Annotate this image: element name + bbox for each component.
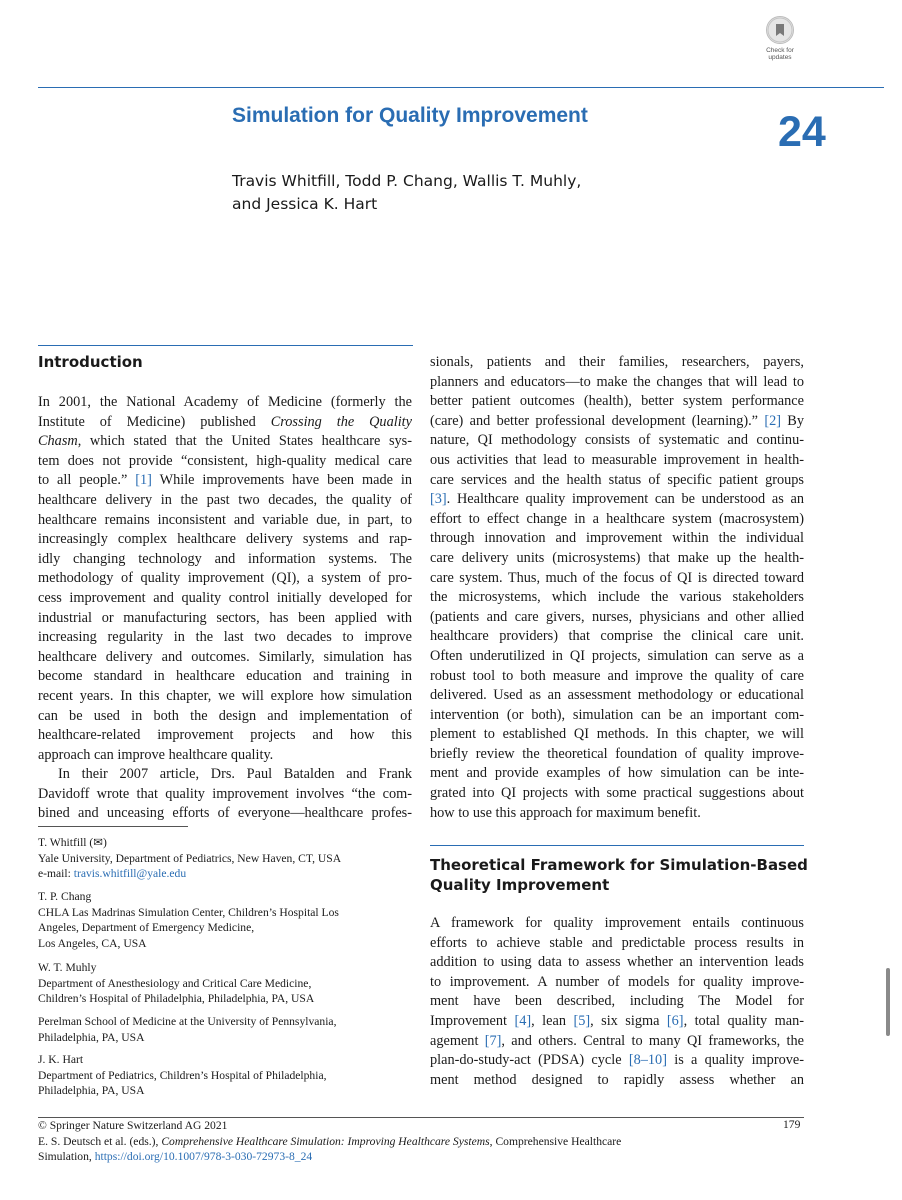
text-line: In 2001, the National Academy of Medicine (formerly the (38, 394, 412, 410)
text-line: the microsystems, which include the various stakeholders (430, 589, 804, 606)
footnote-muhly (38, 960, 388, 1007)
authors-line-2: and Jessica K. Hart (232, 195, 378, 213)
text-line: increasing regularity in the last two decades to improve (38, 629, 412, 646)
text-line: recent years. In this chapter, we will explore how simulation (38, 687, 412, 704)
text-line: Davidoff wrote that quality improvement involves “the com- (38, 785, 412, 802)
footnote-rule (38, 826, 188, 827)
footnote-affiliation: Philadelphia, PA, USA (38, 1030, 145, 1044)
text-line: approach can improve healthcare quality. (38, 746, 274, 763)
text-line: become standard in healthcare education and training in (38, 668, 412, 685)
intro-heading: Introduction (38, 353, 143, 371)
text-line: Often underutilized in QI projects, simulation can serve as a (430, 647, 804, 664)
citation-link[interactable]: [3] (430, 491, 447, 508)
text-line: through innovation and improvement within the individual (430, 530, 804, 547)
text-line: to all people.” [1] While improvements have been made in (38, 472, 412, 489)
text-line: planners and educators—to make the changes that will lead to (430, 373, 804, 390)
page-number: 179 (783, 1118, 801, 1131)
text-line: to improvement. A number of models for quality improve- (430, 973, 804, 990)
text-line: idly changing technology and information systems. The (38, 550, 412, 567)
text-line: Improvement [4], lean [5], six sigma [6], total quality man- (430, 1012, 804, 1029)
text-line: bined and unceasing efforts of everyone—healthcare profes- (38, 805, 412, 822)
citation-link[interactable]: [5] (573, 1012, 591, 1029)
text-line: care services and the health status of specific patient groups (430, 471, 804, 488)
footnote-affiliation: Yale University, Department of Pediatrics, New Haven, CT, USA (38, 851, 342, 865)
citation-line (38, 1134, 804, 1150)
chapter-authors (232, 170, 581, 216)
text-line: ment have been described, including The Model for (430, 993, 804, 1010)
intro-left-column (38, 393, 412, 824)
series-label: Simulation, (38, 1150, 95, 1163)
check-for-updates-badge[interactable] (757, 14, 803, 70)
citation-link[interactable]: [4] (514, 1012, 532, 1029)
citation-suffix: , Comprehensive Healthcare (489, 1134, 622, 1148)
footnote-name: W. T. Muhly (38, 961, 97, 974)
scrollbar-thumb[interactable] (886, 968, 890, 1036)
text-line: better patient outcomes (health), better system performance (430, 393, 804, 410)
text-line: ment and provide examples of how simulation can be inte- (430, 765, 804, 782)
text-line: agement [7], and others. Central to many QI frameworks, the (430, 1032, 804, 1049)
footnote-hart (38, 1052, 388, 1099)
footnote-whitfill (38, 835, 388, 882)
framework-body (430, 914, 804, 1090)
text-line: effort to effect change in a healthcare system (macrosystem) (430, 510, 804, 527)
text-line: cess improvement and quality control initially developed for (38, 589, 412, 606)
badge-line1: Check for (766, 47, 794, 54)
footnote-email-row (38, 866, 388, 882)
text-line: efforts to achieve stable and predictable process results in (430, 934, 804, 951)
book-title: Comprehensive Healthcare Simulation: Improving Healthcare Systems (161, 1134, 490, 1148)
text-line: healthcare remains inconsistent and variable due, in part, to (38, 511, 412, 528)
text-line: ment method designed to rapidly assess whether an (430, 1071, 804, 1088)
text-line: healthcare-related improvement projects and how this (38, 727, 412, 744)
doi-line (38, 1149, 804, 1165)
copyright: © Springer Nature Switzerland AG 2021 (38, 1119, 228, 1132)
footnote-name: T. Whitfill (✉) (38, 836, 107, 849)
citation-link[interactable]: [8–10] (628, 1052, 667, 1069)
footnote-affiliation: CHLA Las Madrinas Simulation Center, Children’s Hospital Los (38, 905, 339, 919)
text-line: care delivery units (microsystems) that make up the health- (430, 549, 804, 566)
text-line: delivered. Used as an assessment methodology or educational (430, 687, 804, 704)
footnote-affiliation: Los Angeles, CA, USA (38, 936, 147, 950)
email-link[interactable]: travis.whitfill@yale.edu (73, 867, 187, 880)
footnote-affiliation: Department of Pediatrics, Children’s Hospital of Philadelphia, (38, 1068, 327, 1082)
text-line: addition to using data to assess whether an intervention leads (430, 954, 804, 971)
citation-link[interactable]: [6] (666, 1012, 684, 1029)
citation-link[interactable]: [2] (764, 412, 781, 429)
citation-prefix: E. S. Deutsch et al. (eds.), (38, 1134, 162, 1148)
text-line: grated into QI projects with some practical suggestions about (430, 785, 804, 802)
citation-link[interactable]: [1] (135, 472, 152, 489)
text-line: nature, QI methodology consists of systematic and continu- (430, 432, 804, 449)
text-line: healthcare providers) that comprise the clinical care unit. (430, 628, 804, 645)
text-line: sionals, patients and their families, researchers, payers, (430, 354, 804, 370)
intro-heading-rule (38, 345, 413, 346)
badge-line2: updates (768, 54, 792, 61)
header-rule (38, 87, 884, 88)
framework-heading-line-1: Theoretical Framework for Simulation-Based (430, 856, 808, 874)
chapter-title: Simulation for Quality Improvement (232, 104, 588, 127)
text-line: healthcare delivery in the past two decades, the quality of (38, 491, 412, 508)
text-line: briefly review the theoretical foundation of quality improve- (430, 745, 804, 762)
text-line: (patients and care givers, nurses, physicians and other allied (430, 608, 804, 625)
footer-citation (38, 1118, 804, 1165)
text-line: industrial or manufacturing sectors, has been applied with (38, 609, 412, 626)
framework-heading-line-2: Quality Improvement (430, 876, 610, 894)
footnote-perelman (38, 1014, 388, 1045)
footnote-name: J. K. Hart (38, 1053, 84, 1066)
text-line: Chasm, which stated that the United States healthcare sys- (38, 433, 412, 450)
footnote-name: T. P. Chang (38, 890, 92, 903)
text-line: plan-do-study-act (PDSA) cycle [8–10] is a quality improve- (430, 1052, 804, 1069)
text-line: can be used in both the design and implementation of (38, 707, 412, 724)
text-line: [3]. Healthcare quality improvement can be understood as an (430, 491, 804, 508)
text-line: Institute of Medicine) published Crossing the Quality (38, 413, 412, 430)
framework-heading-rule (430, 845, 804, 846)
text-line: plement to established QI methods. In this chapter, we will (430, 726, 804, 743)
text-line: methodology of quality improvement (QI), a system of pro- (38, 570, 412, 587)
text-line: (care) and better professional development (learning).” [2] By (430, 412, 804, 429)
text-line: robust tool to both measure and improve the quality of care (430, 667, 804, 684)
footnote-affiliation: Department of Anesthesiology and Critical Care Medicine, (38, 976, 312, 990)
text-line: In their 2007 article, Drs. Paul Batalden and Frank (58, 766, 412, 783)
chapter-number: 24 (778, 108, 826, 156)
text-line: how to use this approach for maximum benefit. (430, 804, 701, 821)
doi-link[interactable]: https://doi.org/10.1007/978-3-030-72973-8_24 (94, 1150, 313, 1163)
framework-heading (430, 855, 808, 895)
footnote-affiliation: Philadelphia, PA, USA (38, 1084, 145, 1097)
citation-link[interactable]: [7] (484, 1032, 502, 1049)
footnote-affiliation: Children’s Hospital of Philadelphia, Philadelphia, PA, USA (38, 992, 315, 1005)
authors-line-1: Travis Whitfill, Todd P. Chang, Wallis T. Muhly, (232, 172, 582, 190)
footnote-affiliation: Perelman School of Medicine at the University of Pennsylvania, (38, 1015, 337, 1028)
text-line: A framework for quality improvement entails continuous (430, 915, 804, 931)
text-line: tem does not provide “consistent, high-quality medical care (38, 452, 412, 469)
text-line: increasingly complex healthcare delivery systems and rap- (38, 531, 412, 548)
intro-right-column (430, 353, 804, 823)
bookmark-icon (766, 16, 794, 44)
email-label: e-mail: (38, 867, 74, 880)
footnote-chang (38, 889, 388, 951)
footnote-affiliation: Angeles, Department of Emergency Medicine, (38, 921, 255, 934)
text-line: healthcare delivery and outcomes. Similarly, simulation has (38, 648, 412, 665)
text-line: intervention (or both), simulation can be an important com- (430, 706, 804, 723)
text-line: care system. Thus, much of the focus of QI is directed toward (430, 569, 804, 586)
text-line: ous activities that lead to measurable improvement in health- (430, 451, 804, 468)
